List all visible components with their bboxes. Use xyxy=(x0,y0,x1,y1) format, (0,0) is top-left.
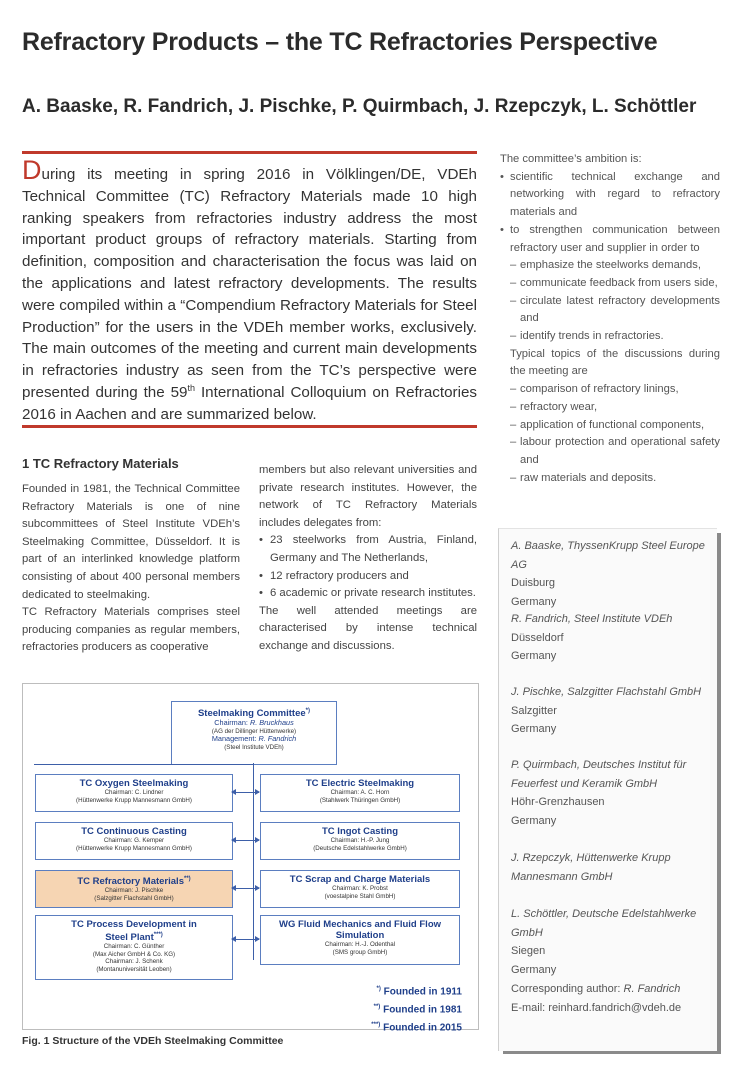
author-list: A. Baaske, R. Fandrich, J. Pischke, P. Quirmbach, J. Rzepczyk, L. Schöttler xyxy=(22,96,697,117)
section-para-2a: TC Refractory Materials comprises steel producing companies as regular members, refractories producers as cooperative xyxy=(22,606,240,654)
abstract-bottom-rule xyxy=(22,425,477,428)
affiliation-fandrich: R. Fandrich, Steel Institute VDEh Düsseldorf Germany xyxy=(511,613,673,662)
article-title: Refractory Products – the TC Refractories Perspective xyxy=(22,28,658,56)
wg-fluid-mechanics-box: WG Fluid Mechanics and Fluid Flow Simulation Chairman: H.-J. Odenthal (SMS group GmbH) xyxy=(260,915,460,965)
affiliation-schoettler: L. Schöttler, Deutsche Edelstahlwerke GmbH Siegen Germany xyxy=(511,908,697,976)
corresponding-author: Corresponding author: R. Fandrich E-mail: reinhard.fandrich@vdeh.de xyxy=(511,983,682,1014)
list-item: – application of functional components, xyxy=(510,417,720,435)
list-item: • 12 refractory producers and xyxy=(259,568,477,586)
list-item: – circulate latest refractory developments and xyxy=(510,293,720,328)
abstract-top-rule xyxy=(22,151,477,154)
list-item: – comparison of refractory linings, xyxy=(510,381,720,399)
affiliation-rzepczyk: J. Rzepczyk, Hüttenwerke Krupp Mannesmann GmbH xyxy=(511,852,671,883)
tc-refractory-materials-box: TC Refractory Materials**) Chairman: J. Pischke (Salzgitter Flachstahl GmbH) xyxy=(35,870,233,908)
tc-oxygen-steelmaking-box: TC Oxygen Steelmaking Chairman: C. Lindner (Hüttenwerke Krupp Mannesmann GmbH) xyxy=(35,774,233,812)
abstract-superscript: th xyxy=(187,382,196,393)
abstract xyxy=(22,155,477,426)
list-item: – communicate feedback from users side, xyxy=(510,275,720,293)
abstract-text: uring its meeting in spring 2016 in Völklingen/DE, VDEh Technical Committee (TC) Refractory Materials made 10 high ranking speakers from refractories industry address the most important product groups of refractory materials. Starting from definition, composition and characterisation the focus was laid on the applications and latest refractory developments. The results were compiled within a “Compendium Refractory Materials for Steel Production” for the users in the VDEh member works, exclusively. The main outcomes of the meeting and current main developments in refractories industry as seen from the TC’s perspective were presented during the 59 xyxy=(22,166,477,401)
email-address[interactable]: E-mail: reinhard.fandrich@vdeh.de xyxy=(511,1001,682,1014)
right-column xyxy=(500,151,720,487)
connector-arrow xyxy=(232,840,259,841)
tc-continuous-casting-box: TC Continuous Casting Chairman: G. Kemper (Hüttenwerke Krupp Mannesmann GmbH) xyxy=(35,822,233,860)
tc-ingot-casting-box: TC Ingot Casting Chairman: H.-P. Jung (Deutsche Edelstahlwerke GmbH) xyxy=(260,822,460,860)
list-item: – raw materials and deposits. xyxy=(510,470,720,488)
affiliation-pischke: J. Pischke, Salzgitter Flachstahl GmbH Salzgitter Germany xyxy=(511,686,702,735)
topics-list xyxy=(500,381,720,487)
drop-cap: D xyxy=(22,155,42,185)
figure-caption: Fig. 1 Structure of the VDEh Steelmaking Committee xyxy=(22,1035,284,1047)
ambition-list xyxy=(500,169,720,258)
founded-legend: *) Founded in 1911 **) Founded in 1981 ***) Founded in 2015 xyxy=(371,986,462,1033)
list-item: • 23 steelworks from Austria, Finland, Germany and The Netherlands, xyxy=(259,532,477,567)
connector-arrow xyxy=(232,939,259,940)
affiliation-quirmbach: P. Quirmbach, Deutsches Institut für Feuerfest und Keramik GmbH Höhr-Grenzhausen Germany xyxy=(511,759,687,827)
abstract-text-end: International Colloquium on Refractories 2016 in Aachen and are summarized below. xyxy=(22,383,477,423)
steelmaking-committee-box: Steelmaking Committee*) Chairman: R. Bruckhaus (AG der Dillinger Hüttenwerke) Management: R. Fandrich (Steel Institute VDEh) xyxy=(171,701,337,765)
section-para-3: The well attended meetings are characterised by intense technical exchange and discussions. xyxy=(259,604,477,652)
list-item: – labour protection and operational safety and xyxy=(510,434,720,469)
section-column-1 xyxy=(22,481,240,657)
tc-scrap-charge-materials-box: TC Scrap and Charge Materials Chairman: K. Probst (voestalpine Stahl GmbH) xyxy=(260,870,460,908)
affiliation-box xyxy=(498,528,717,1051)
affiliation-baaske: A. Baaske, ThyssenKrupp Steel Europe AG Duisburg Germany xyxy=(511,540,705,608)
section-heading: 1 TC Refractory Materials xyxy=(22,456,179,471)
section-column-2 xyxy=(259,462,477,656)
delegate-list xyxy=(259,532,477,602)
list-item: • 6 academic or private research institutes. xyxy=(259,585,477,603)
topics-intro: Typical topics of the discussions during the meeting are xyxy=(510,347,720,378)
section-para-2b: members but also relevant universities and private research institutes. However, the network of TC Refractory Materials includes delegates from: xyxy=(259,464,477,529)
list-item: – emphasize the steelworks demands, xyxy=(510,257,720,275)
list-item: – identify trends in refractories. xyxy=(510,328,720,346)
list-item: – refractory wear, xyxy=(510,399,720,417)
tc-electric-steelmaking-box: TC Electric Steelmaking Chairman: A. C. Horn (Stahlwerk Thüringen GmbH) xyxy=(260,774,460,812)
connector-arrow xyxy=(232,888,259,889)
section-para-1: Founded in 1981, the Technical Committee Refractory Materials is one of nine subcommittees of Steel Institute VDEh’s Steelmaking Committee, Düsseldorf. It is part of an interlinked knowledge platform consisting of about 400 personal members dedicated to steelmaking. xyxy=(22,483,240,601)
connector-line xyxy=(34,764,254,765)
org-chart-figure xyxy=(22,683,479,1033)
list-item: • scientific technical exchange and networking with regard to refractory materials and xyxy=(500,169,720,222)
ambition-intro: The committee’s ambition is: xyxy=(500,153,642,165)
ambition-sub-list xyxy=(500,257,720,346)
connector-arrow xyxy=(232,792,259,793)
list-item: • to strengthen communication between refractory user and supplier in order to xyxy=(500,222,720,257)
tc-process-development-box: TC Process Development in Steel Plant***) Chairman: C. Günther (Max Aicher GmbH & Co. KG) Chairman: J. Schenk (Montanuniversität Leoben) xyxy=(35,915,233,980)
